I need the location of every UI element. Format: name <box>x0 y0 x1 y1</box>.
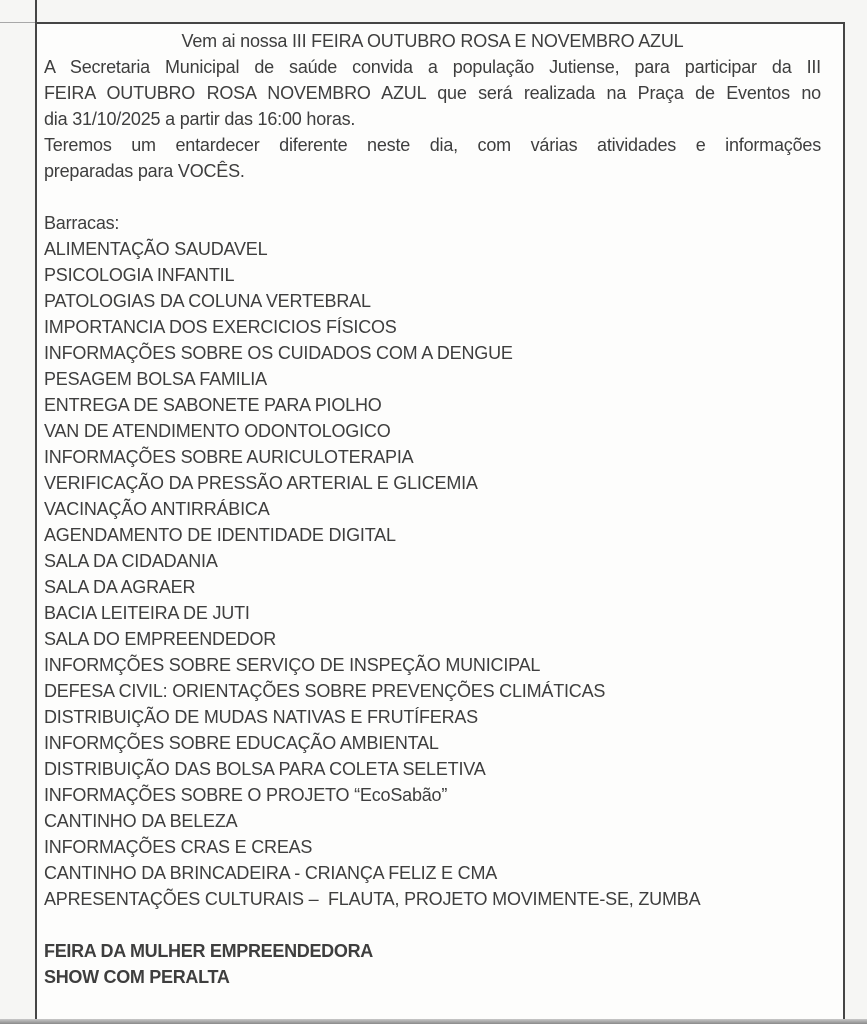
announcement-box <box>35 22 845 1024</box>
stall-item: APRESENTAÇÕES CULTURAIS – FLAUTA, PROJETO MOVIMENTE-SE, ZUMBA <box>44 889 701 909</box>
stall-item: VACINAÇÃO ANTIRRÁBICA <box>44 499 270 519</box>
announcement-title: Vem ai nossa III FEIRA OUTUBRO ROSA E NOVEMBRO AZUL <box>181 31 684 51</box>
table-border-fragment-vertical <box>35 0 37 24</box>
stall-item: SALA DA CIDADANIA <box>44 551 218 571</box>
stall-item: CANTINHO DA BRINCADEIRA - CRIANÇA FELIZ E CMA <box>44 863 498 883</box>
intro-line: dia 31/10/2025 a partir das 16:00 horas. <box>44 109 356 129</box>
blank-line <box>44 184 821 210</box>
stall-item: INFORMÇÕES SOBRE EDUCAÇÃO AMBIENTAL <box>44 733 439 753</box>
intro-line: preparadas para VOCÊS. <box>44 161 245 181</box>
footer-line: FEIRA DA MULHER EMPREENDEDORA <box>44 941 373 961</box>
stall-item: INFORMAÇÕES SOBRE O PROJETO “EcoSabão” <box>44 785 448 805</box>
stall-item: VAN DE ATENDIMENTO ODONTOLOGICO <box>44 421 391 441</box>
stall-item: DISTRIBUIÇÃO DAS BOLSA PARA COLETA SELETIVA <box>44 759 486 779</box>
table-border-fragment-horizontal <box>0 22 36 23</box>
stall-item: ALIMENTAÇÃO SAUDAVEL <box>44 239 268 259</box>
stall-item: DISTRIBUIÇÃO DE MUDAS NATIVAS E FRUTÍFERAS <box>44 707 478 727</box>
blank-line <box>44 912 821 938</box>
stall-item: INFORMAÇÕES CRAS E CREAS <box>44 837 313 857</box>
stall-item: INFORMAÇÕES SOBRE AURICULOTERAPIA <box>44 447 414 467</box>
intro-line: A Secretaria Municipal de saúde convida a população Jutiense, para participar da III <box>44 57 821 77</box>
footer-line: SHOW COM PERALTA <box>44 967 230 987</box>
stall-item: SALA DA AGRAER <box>44 577 196 597</box>
stall-item: PESAGEM BOLSA FAMILIA <box>44 369 267 389</box>
stall-item: INFORMÇÕES SOBRE SERVIÇO DE INSPEÇÃO MUNICIPAL <box>44 655 541 675</box>
intro-paragraph <box>44 54 821 184</box>
stall-item: PSICOLOGIA INFANTIL <box>44 265 235 285</box>
stall-item: AGENDAMENTO DE IDENTIDADE DIGITAL <box>44 525 396 545</box>
stall-item: SALA DO EMPREENDEDOR <box>44 629 277 649</box>
bottom-border-bar <box>0 1019 867 1024</box>
footer-highlights <box>44 938 821 990</box>
stall-item: INFORMAÇÕES SOBRE OS CUIDADOS COM A DENGUE <box>44 343 513 363</box>
stall-item: DEFESA CIVIL: ORIENTAÇÕES SOBRE PREVENÇÕES CLIMÁTICAS <box>44 681 606 701</box>
intro-line: FEIRA OUTUBRO ROSA NOVEMBRO AZUL que será realizada na Praça de Eventos no <box>44 83 821 103</box>
stall-item: PATOLOGIAS DA COLUNA VERTEBRAL <box>44 291 371 311</box>
intro-line: Teremos um entardecer diferente neste dia, com várias atividades e informações <box>44 135 821 155</box>
stall-item: CANTINHO DA BELEZA <box>44 811 238 831</box>
stall-item: BACIA LEITEIRA DE JUTI <box>44 603 250 623</box>
stalls-heading: Barracas: <box>44 213 120 233</box>
stall-item: VERIFICAÇÃO DA PRESSÃO ARTERIAL E GLICEMIA <box>44 473 478 493</box>
stall-item: ENTREGA DE SABONETE PARA PIOLHO <box>44 395 382 415</box>
stall-item: IMPORTANCIA DOS EXERCICIOS FÍSICOS <box>44 317 397 337</box>
stalls-list <box>44 236 821 912</box>
